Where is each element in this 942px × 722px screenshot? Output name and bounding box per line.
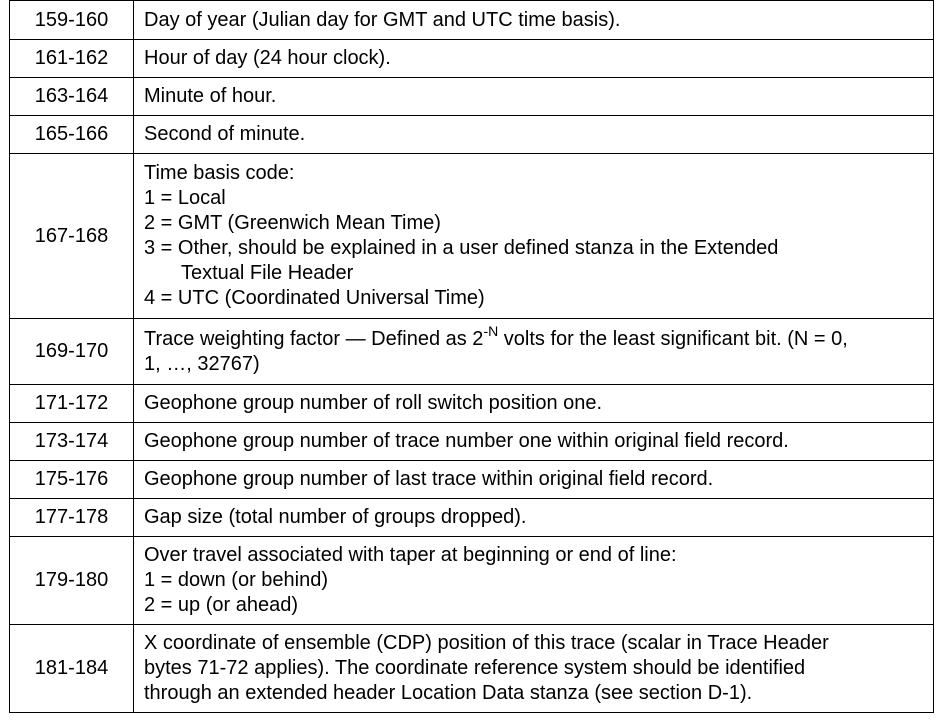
description-cell: Day of year (Julian day for GMT and UTC time basis).: [134, 1, 934, 40]
description-text: Trace weighting factor — Defined as 2: [144, 327, 484, 350]
byte-range-cell: 177-178: [10, 499, 134, 537]
description-line: X coordinate of ensemble (CDP) position of this trace (scalar in Trace Header: [144, 632, 829, 654]
table-row: [10, 40, 934, 78]
table-row: [10, 319, 934, 385]
code-item: 2 = GMT (Greenwich Mean Time): [144, 212, 441, 234]
description-cell: Hour of day (24 hour clock).: [134, 40, 934, 78]
description-cell: Gap size (total number of groups dropped).: [134, 499, 934, 537]
table-row: [10, 625, 934, 713]
code-item: 1 = down (or behind): [144, 569, 329, 591]
table-row: [10, 385, 934, 423]
exponent-superscript: -N: [483, 322, 499, 339]
table-row: [10, 461, 934, 499]
description-cell: Minute of hour.: [134, 78, 934, 116]
description-cell: [134, 154, 934, 319]
description-cell: Geophone group number of roll switch position one.: [134, 385, 934, 423]
byte-range-cell: 165-166: [10, 116, 134, 154]
byte-range-cell: 181-184: [10, 625, 134, 713]
byte-range-cell: 167-168: [10, 154, 134, 319]
code-item: 4 = UTC (Coordinated Universal Time): [144, 287, 485, 309]
byte-range-cell: 169-170: [10, 319, 134, 385]
code-item: 3 = Other, should be explained in a user defined stanza in the Extended: [144, 237, 779, 259]
description-line: bytes 71-72 applies). The coordinate reference system should be identified: [144, 657, 806, 679]
description-cell: [134, 625, 934, 713]
table-row: [10, 499, 934, 537]
field-title: Over travel associated with taper at beginning or end of line:: [144, 544, 677, 566]
byte-range-cell: 161-162: [10, 40, 134, 78]
description-cell: [134, 537, 934, 625]
table-row: [10, 116, 934, 154]
description-text: volts for the least significant bit. (N = 0,: [498, 327, 848, 350]
description-cell: Geophone group number of trace number one within original field record.: [134, 423, 934, 461]
byte-range-cell: 179-180: [10, 537, 134, 625]
table-row: [10, 78, 934, 116]
description-line: 1, …, 32767): [144, 352, 260, 375]
description-cell: [134, 319, 934, 385]
byte-range-cell: 171-172: [10, 385, 134, 423]
description-line: through an extended header Location Data stanza (see section D-1).: [144, 682, 753, 704]
field-title: Time basis code:: [144, 162, 295, 184]
description-cell: Second of minute.: [134, 116, 934, 154]
code-item-continuation: Textual File Header: [181, 262, 354, 284]
description-line: [144, 322, 927, 352]
code-item: 2 = up (or ahead): [144, 594, 298, 616]
table-row: [10, 154, 934, 319]
table-row: [10, 423, 934, 461]
code-item: 1 = Local: [144, 187, 226, 209]
byte-range-cell: 175-176: [10, 461, 134, 499]
byte-range-cell: 163-164: [10, 78, 134, 116]
table-row: [10, 1, 934, 40]
trace-header-table: [9, 0, 934, 713]
byte-range-cell: 159-160: [10, 1, 134, 40]
table-row: [10, 537, 934, 625]
description-cell: Geophone group number of last trace within original field record.: [134, 461, 934, 499]
byte-range-cell: 173-174: [10, 423, 134, 461]
